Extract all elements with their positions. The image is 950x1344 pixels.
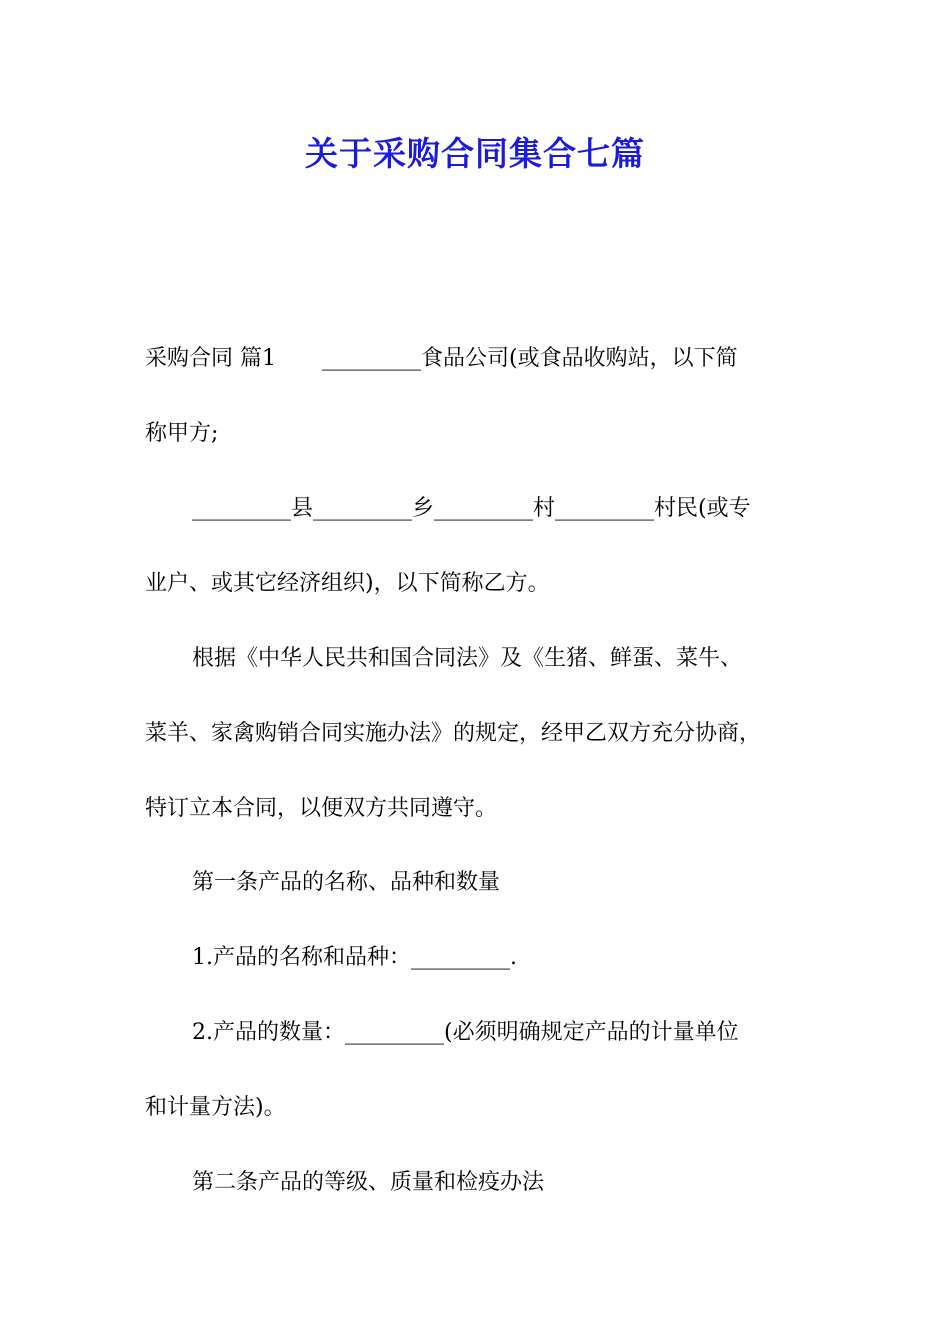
paragraph-line-3: _________县_________乡_________村_________村民(或专	[192, 496, 751, 521]
party-a-text: _________食品公司(或食品收购站，以下简	[322, 346, 738, 371]
paragraph-line-2: 称甲方;	[145, 421, 219, 446]
article-heading-2: 第二条产品的等级、质量和检疫办法	[192, 1170, 545, 1195]
paragraph-line-10: 2.产品的数量：_________(必须明确规定产品的计量单位	[192, 1020, 739, 1045]
article-heading-1: 第一条产品的名称、品种和数量	[192, 870, 501, 895]
paragraph-line-4: 业户、或其它经济组织)，以下简称乙方。	[145, 571, 550, 596]
paragraph-line-6: 菜羊、家禽购销合同实施办法》的规定，经甲乙双方充分协商，	[145, 721, 762, 746]
paragraph-line-11: 和计量方法)。	[145, 1095, 286, 1120]
paragraph-line-5: 根据《中华人民共和国合同法》及《生猪、鲜蛋、菜牛、	[192, 646, 743, 671]
contract-heading: 采购合同 篇1	[145, 346, 276, 371]
paragraph-line-1	[145, 344, 738, 374]
paragraph-line-9: 1.产品的名称和品种：_________.	[192, 945, 517, 970]
document-title: 关于采购合同集合七篇	[305, 134, 645, 173]
paragraph-line-7: 特订立本合同，以便双方共同遵守。	[145, 796, 498, 821]
